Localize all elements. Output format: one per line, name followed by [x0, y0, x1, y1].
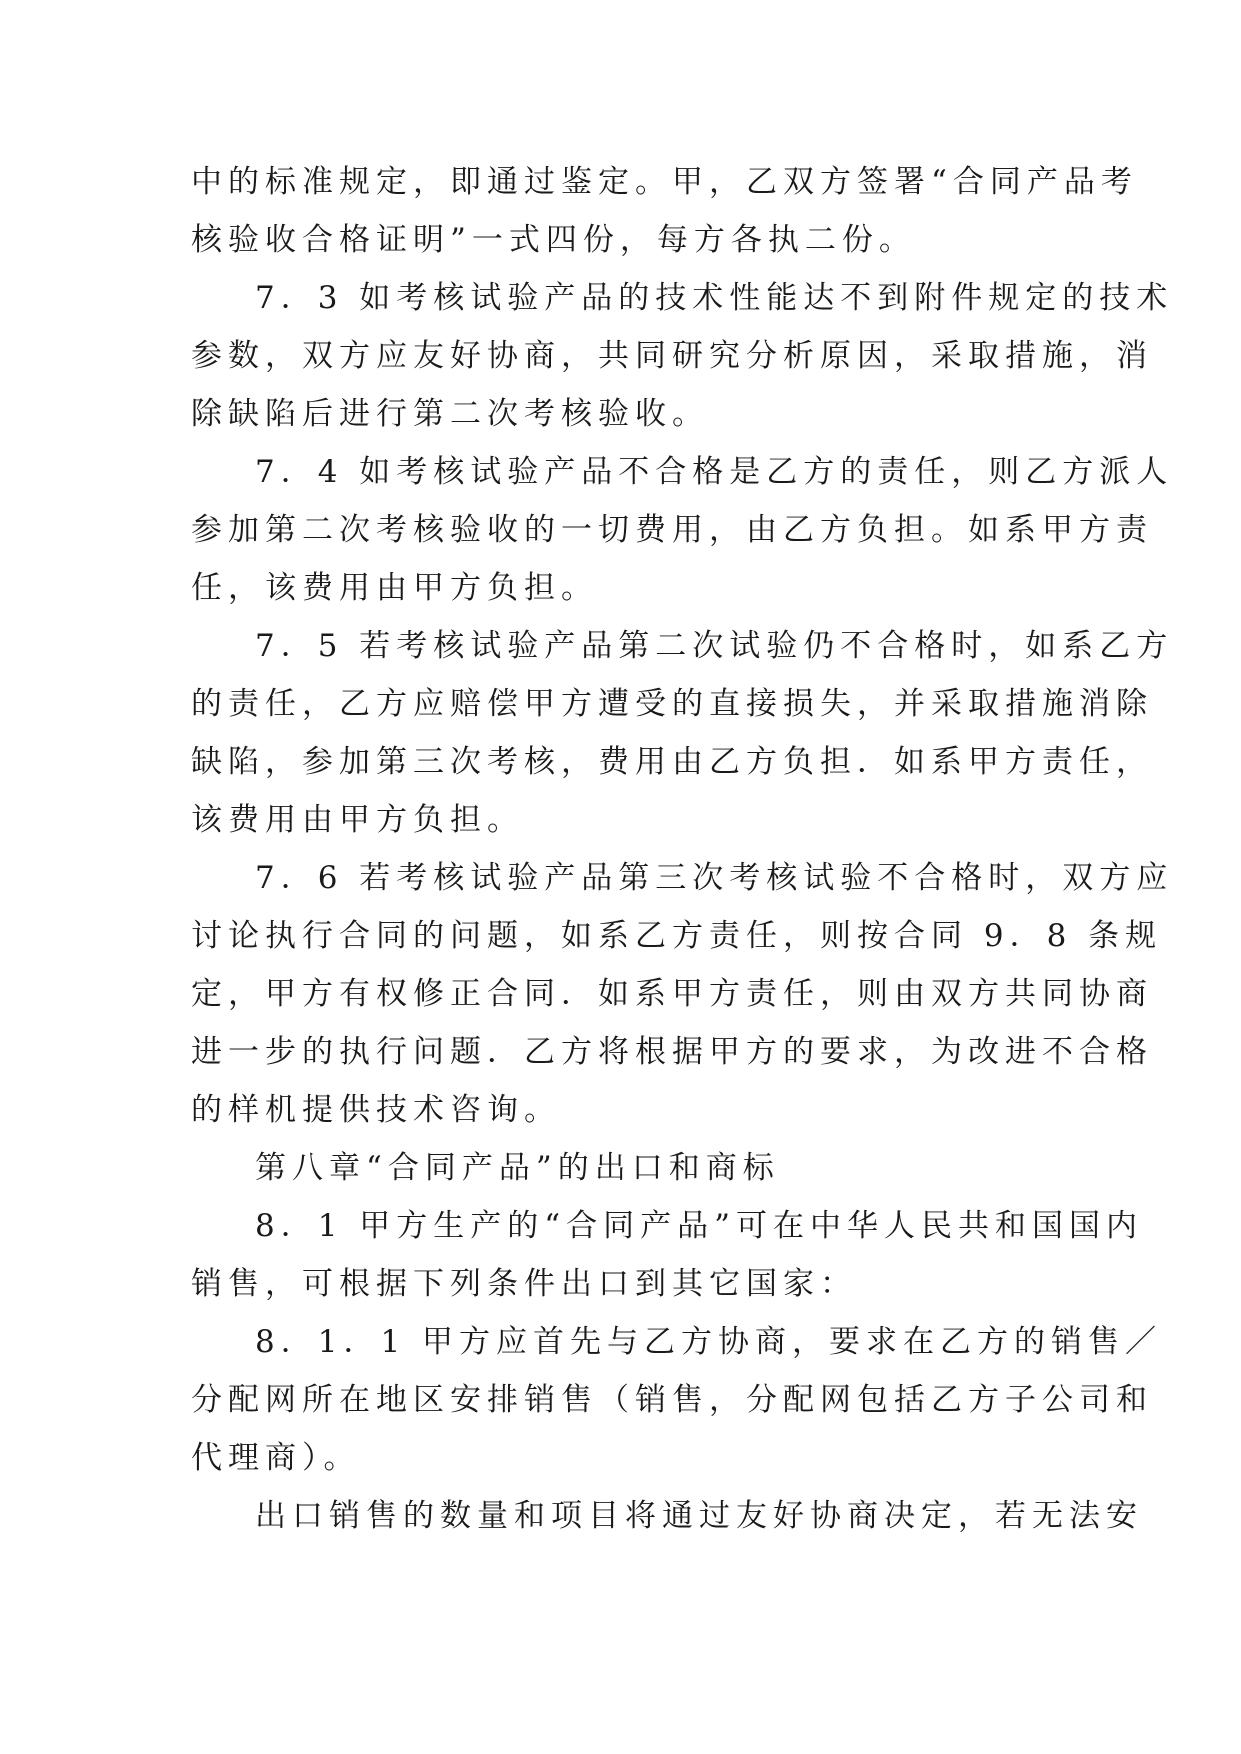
text-line: 参数，双方应友好协商，共同研究分析原因，采取措施，消 [191, 338, 1153, 374]
text-line: 的样机提供技术咨询。 [191, 1092, 561, 1128]
text-line: 参加第二次考核验收的一切费用，由乙方负担。如系甲方责 [191, 512, 1153, 548]
paragraph-export-line: 出口销售的数量和项目将通过友好协商决定，若无法安 [255, 1498, 1143, 1534]
text-line: 缺陷，参加第三次考核，费用由乙方负担．如系甲方责任， [191, 744, 1153, 780]
text-line: 讨论执行合同的问题，如系乙方责任，则按合同 9．8 条规 [191, 918, 1163, 954]
clause-8-1-line: 8．1 甲方生产的“合同产品”可在中华人民共和国国内 [255, 1208, 1143, 1244]
document-body [191, 153, 1174, 1545]
clause-7-6-line: 7．6 若考核试验产品第三次考核试验不合格时，双方应 [255, 860, 1174, 896]
chapter-8-heading: 第八章“合同产品”的出口和商标 [255, 1150, 780, 1186]
text-line: 代理商）。 [191, 1440, 361, 1476]
text-line: 除缺陷后进行第二次考核验收。 [191, 396, 709, 432]
clause-8-1-1-line: 8．1．1 甲方应首先与乙方协商，要求在乙方的销售／ [255, 1324, 1163, 1360]
text-line: 核验收合格证明”一式四份，每方各执二份。 [191, 222, 916, 258]
text-line: 分配网所在地区安排销售（销售，分配网包括乙方子公司和 [191, 1382, 1153, 1418]
text-line: 的责任，乙方应赔偿甲方遭受的直接损失，并采取措施消除 [191, 686, 1153, 722]
text-line: 中的标准规定，即通过鉴定。甲，乙双方签署“合同产品考 [191, 164, 1138, 200]
text-line: 该费用由甲方负担。 [191, 802, 524, 838]
text-line: 任，该费用由甲方负担。 [191, 570, 598, 606]
clause-7-4-line: 7．4 如考核试验产品不合格是乙方的责任，则乙方派人 [255, 454, 1174, 490]
text-line: 销售，可根据下列条件出口到其它国家： [191, 1266, 857, 1302]
text-line: 进一步的执行问题．乙方将根据甲方的要求，为改进不合格 [191, 1034, 1153, 1070]
clause-7-3-line: 7．3 如考核试验产品的技术性能达不到附件规定的技术 [255, 280, 1174, 316]
text-line: 定，甲方有权修正合同．如系甲方责任，则由双方共同协商 [191, 976, 1153, 1012]
clause-7-5-line: 7．5 若考核试验产品第二次试验仍不合格时，如系乙方 [255, 628, 1174, 664]
